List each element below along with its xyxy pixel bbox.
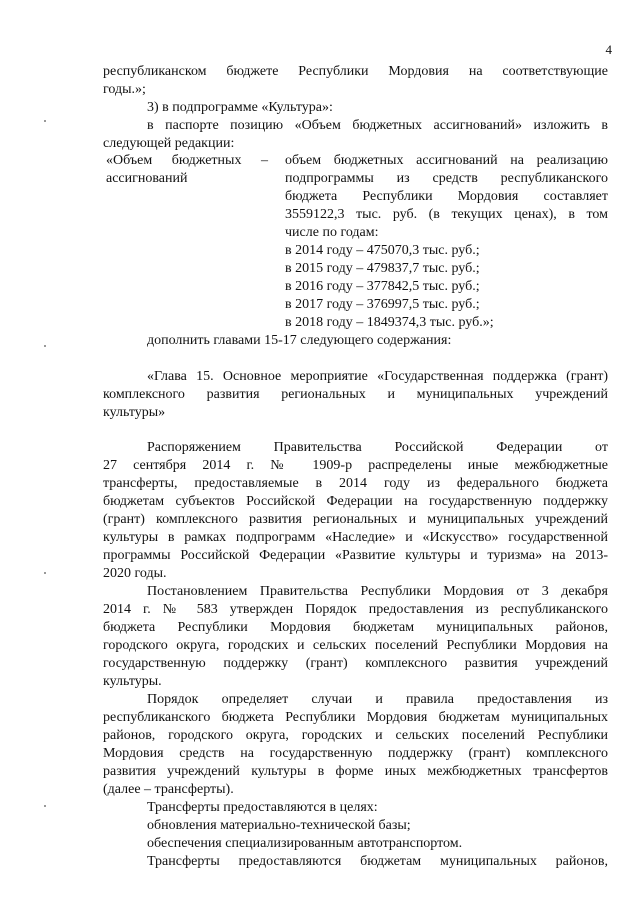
text-line: Постановлением Правительства Республики Мордовия от 3 декабря bbox=[147, 584, 608, 599]
text-line: 2014 г. № 583 утвержден Порядок предоставления из республиканского bbox=[103, 602, 608, 617]
table-value-line: 3559122,3 тыс. руб. (в текущих ценах), в том bbox=[285, 207, 608, 222]
text-line: (далее – трансферты). bbox=[103, 782, 234, 797]
text-line: городского округа, городских и сельских поселений Республики Мордовия на bbox=[103, 638, 608, 653]
text-line: государственную поддержку (грант) комплексного развития учреждений bbox=[103, 656, 608, 671]
text-line: культуры. bbox=[103, 674, 162, 689]
text-line: обновления материально-технической базы; bbox=[147, 818, 411, 833]
text-line: Мордовия средств на государственную поддержку (грант) комплексного bbox=[103, 746, 608, 761]
chapter-title-line: культуры» bbox=[103, 405, 166, 420]
text-line: культуры в рамках подпрограмм «Наследие» и «Искусство» государственной bbox=[103, 530, 608, 545]
page-number: 4 bbox=[605, 42, 612, 57]
table-value-line: подпрограммы из средств республиканского bbox=[285, 171, 608, 186]
text-line: республиканском бюджете Республики Мордовия на соответствующие bbox=[103, 64, 608, 79]
margin-mark bbox=[44, 345, 46, 347]
text-line: 27 сентября 2014 г. № 1909-р распределены иные межбюджетные bbox=[103, 458, 608, 473]
chapter-title-line: «Глава 15. Основное мероприятие «Государственная поддержка (грант) bbox=[147, 369, 608, 384]
text-line: 2020 годы. bbox=[103, 566, 167, 581]
table-value-line: числе по годам: bbox=[285, 225, 379, 240]
table-label-line: ассигнований bbox=[106, 171, 188, 186]
text-line: (грант) комплексного развития региональных и муниципальных учреждений bbox=[103, 512, 608, 527]
text-line: в паспорте позицию «Объем бюджетных ассигнований» изложить в bbox=[147, 118, 608, 133]
margin-mark bbox=[44, 572, 46, 574]
text-line: районов, городского округа, городских и сельских поселений Республики bbox=[103, 728, 608, 743]
text-line: 3) в подпрограмме «Культура»: bbox=[147, 100, 333, 115]
text-line: Распоряжением Правительства Российской Федерации от bbox=[147, 440, 608, 455]
text-line: Порядок определяет случаи и правила предоставления из bbox=[147, 692, 608, 707]
table-value-line: бюджета Республики Мордовия составляет bbox=[285, 189, 608, 204]
text-line: годы.»; bbox=[103, 82, 146, 97]
year-line: в 2014 году – 475070,3 тыс. руб.; bbox=[285, 243, 480, 258]
year-line: в 2017 году – 376997,5 тыс. руб.; bbox=[285, 297, 480, 312]
text-line: обеспечения специализированным автотранспортом. bbox=[147, 836, 463, 851]
margin-mark bbox=[44, 120, 46, 122]
year-line: в 2015 году – 479837,7 тыс. руб.; bbox=[285, 261, 480, 276]
year-line: в 2018 году – 1849374,3 тыс. руб.»; bbox=[285, 315, 494, 330]
text-line: программы Российской Федерации «Развитие культуры и туризма» на 2013- bbox=[103, 548, 608, 563]
text-line: бюджета Республики Мордовия бюджетам муниципальных районов, bbox=[103, 620, 608, 635]
text-line: бюджетам субъектов Российской Федерации на государственную поддержку bbox=[103, 494, 608, 509]
text-line: Трансферты предоставляются в целях: bbox=[147, 800, 378, 815]
text-line: республиканского бюджета Республики Мордовия бюджетам муниципальных bbox=[103, 710, 608, 725]
text-line: Трансферты предоставляются бюджетам муниципальных районов, bbox=[147, 854, 608, 869]
table-label-line: «Объем бюджетных – bbox=[106, 153, 268, 168]
text-line: дополнить главами 15-17 следующего содержания: bbox=[147, 333, 452, 348]
table-value-line: объем бюджетных ассигнований на реализацию bbox=[285, 153, 608, 168]
text-line: развития учреждений культуры в форме иных межбюджетных трансфертов bbox=[103, 764, 608, 779]
chapter-title-line: комплексного развития региональных и муниципальных учреждений bbox=[103, 387, 608, 402]
year-line: в 2016 году – 377842,5 тыс. руб.; bbox=[285, 279, 480, 294]
text-line: следующей редакции: bbox=[103, 136, 235, 151]
margin-mark bbox=[44, 805, 46, 807]
text-line: трансферты, предоставляемые в 2014 году из федерального бюджета bbox=[103, 476, 608, 491]
